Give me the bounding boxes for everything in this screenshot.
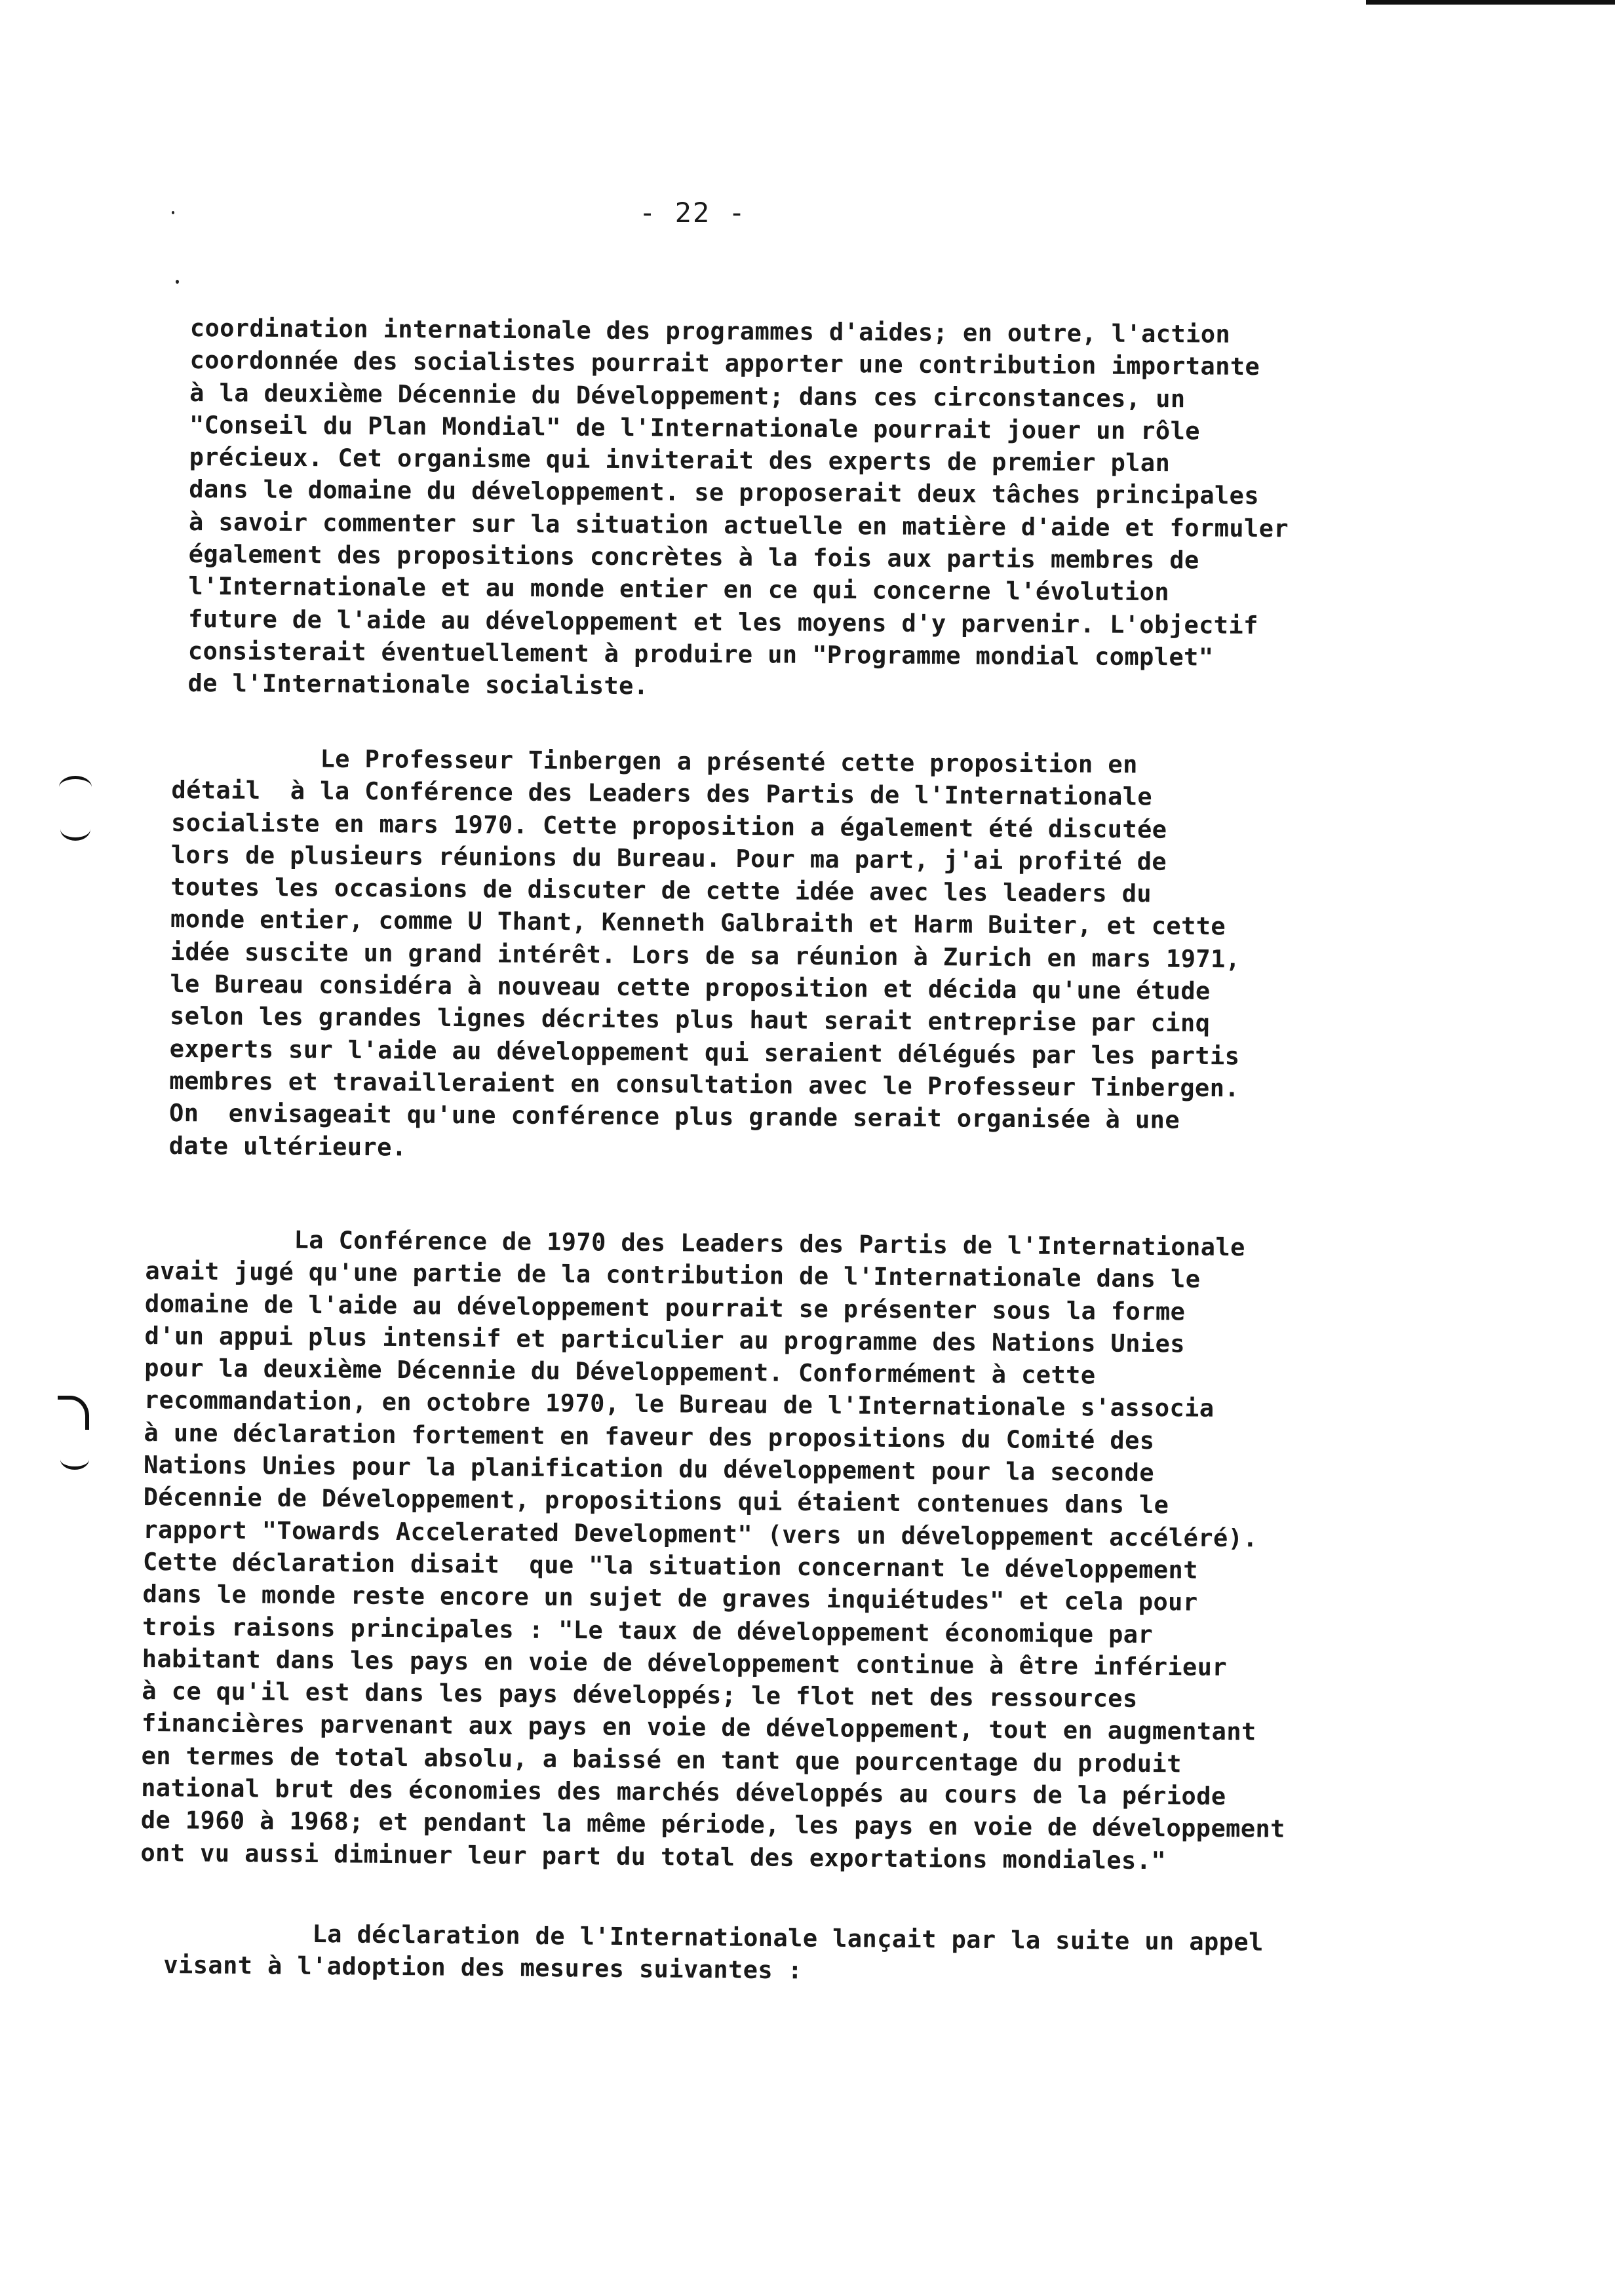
top-edge-rule (1366, 0, 1615, 5)
binder-hole-mark-bottom (60, 1449, 89, 1470)
scan-speck (172, 211, 174, 214)
paragraph: La Conférence de 1970 des Leaders des Partis de l'Internationale avait jugé qu'une partie de la contribution de l'Internationale dans le domaine de l'aide au développement pourrait se présenter sous la forme d'un appui plus intensif et particulier au programme des Nations Unies pour la deuxième Décennie du Développement. Conformément à cette recommandation, en octobre 1970, le Bureau de l'Internationale s'associa à une déclaration fortement en faveur des propositions du Comité des Nations Unies pour la planification du développement pour la seconde Décennie de Développement, propositions qui étaient contenues dans le rapport "Towards Accelerated Development" (vers un développement accéléré). Cette déclaration disait que "la situation concernant le développement dans le monde reste encore un sujet de graves inquiétudes" et cela pour trois raisons principales : "Le taux de développement économique par habitant dans les pays en voie de développement continue à être inférieur à ce qu'il est dans les pays développés; le flot net des ressources financières parvenant aux pays en voie de développement, tout en augmentant en termes de total absolu, a baissé en tant que pourcentage du produit national brut des économies des marchés développés au cours de la période de 1960 à 1968; et pendant la même période, les pays en voie de développement ont vu aussi diminuer leur part du total des exportations mondiales." (140, 1224, 1286, 1875)
paragraph: Le Professeur Tinbergen a présenté cette proposition en détail à la Conférence des Leaders des Partis de l'Internationale socialiste en mars 1970. Cette proposition a également été discutée lors de plusieurs réunions du Bureau. Pour ma part, j'ai profité de toutes les occasions de discuter de cette idée avec les leaders du monde entier, comme U Thant, Kenneth Galbraith et Harm Buiter, et cette idée suscite un grand intérêt. Lors de sa réunion à Zurich en mars 1971, le Bureau considéra à nouveau cette proposition et décida qu'une étude selon les grandes lignes décrites plus haut serait entreprise par cinq experts sur l'aide au développement qui seraient délégués par les partis membres et travailleraient en consultation avec le Professeur Tinbergen. On envisageait qu'une conférence plus grande serait organisée à une date ultérieure. (168, 743, 1241, 1162)
paragraph: coordination internationale des programmes d'aides; en outre, l'action coordonnée des socialistes pourrait apporter une contribution importante à la deuxième Décennie du Développement; dans ces circonstances, un "Conseil du Plan Mondial" de l'Internationale pourrait jouer un rôle précieux. Cet organisme qui inviterait des experts de premier plan dans le domaine du développement. se proposerait deux tâches principales à savoir commenter sur la situation actuelle en matière d'aide et formuler également des propositions concrètes à la fois aux partis membres de l'Internationale et au monde entier en ce qui concerne l'évolution future de l'aide au développement et les moyens d'y parvenir. L'objectif consisterait éventuellement à produire un "Programme mondial complet" de l'Internationale socialiste. (187, 313, 1289, 700)
page-number: - 22 - (639, 197, 747, 229)
binder-hole-mark-top (59, 776, 92, 799)
binder-hole-mark-top (60, 818, 90, 841)
binder-hole-mark-bottom (58, 1396, 89, 1430)
paragraph: La déclaration de l'Internationale lançait par la suite un appel visant à l'adoption des mesures suivantes : (163, 1919, 1264, 1985)
scan-speck (176, 280, 179, 284)
